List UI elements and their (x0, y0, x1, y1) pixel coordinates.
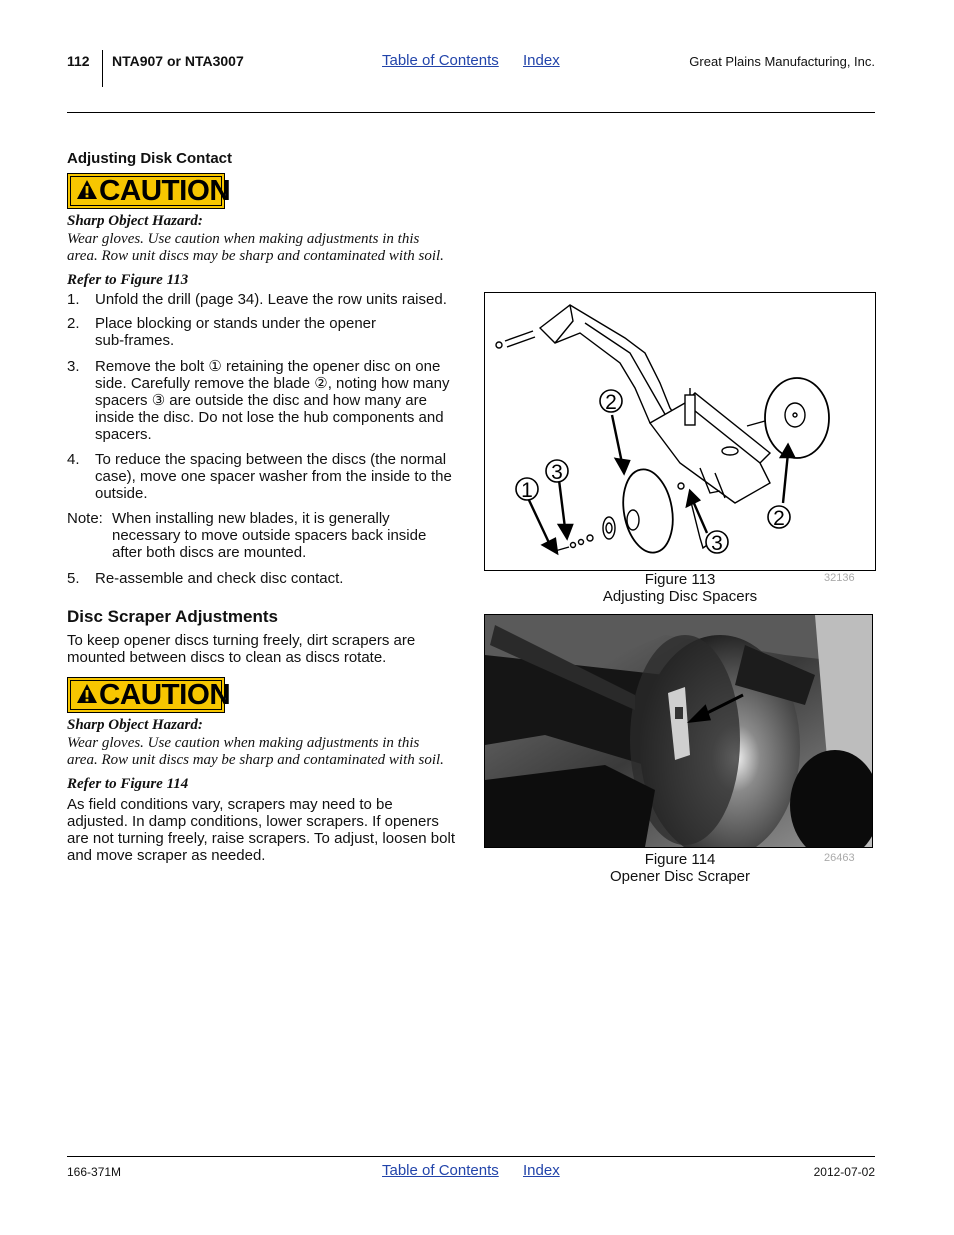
figure-113-part-number: 32136 (824, 572, 855, 584)
hazard-text-line1: Wear gloves. Use caution when making adjustments in this (67, 231, 420, 247)
caution-word: CAUTION (99, 679, 231, 711)
callout-label: 2 (773, 507, 785, 530)
page-number: 112 (67, 53, 90, 69)
hazard-title: Sharp Object Hazard: (67, 717, 203, 733)
step-number: 4. (67, 451, 80, 468)
caution-banner (67, 677, 231, 713)
section-heading-disc-scraper: Disc Scraper Adjustments (67, 607, 278, 626)
doc-number: 166-371M (67, 1165, 122, 1179)
callout-label: 3 (711, 532, 723, 555)
callout-label: 3 (551, 461, 563, 484)
note-text: When installing new blades, it is generally necessary to move outside spacers back inside after both discs are mounted. (112, 510, 427, 561)
step-text: To reduce the spacing between the discs (the normal case), move one spacer washer from the inside to the outside. (95, 451, 452, 502)
note-label: Note: (67, 510, 103, 527)
figure-113-label: Figure 113 (644, 571, 716, 588)
callout-label: 2 (605, 391, 617, 414)
opener-disc-photo (485, 615, 872, 847)
disc-spacer-diagram (485, 293, 875, 570)
figure-113-frame (484, 292, 876, 571)
step-number: 1. (67, 291, 80, 308)
step-number: 2. (67, 315, 80, 332)
warning-triangle-icon (76, 179, 98, 201)
company-name: Great Plains Manufacturing, Inc. (689, 54, 875, 69)
refer-figure-113: Refer to Figure 113 (67, 272, 189, 288)
caution-word: CAUTION (99, 175, 231, 207)
step-text: Re-assemble and check disc contact. (95, 570, 344, 587)
scraper-body: As field conditions vary, scrapers may need to be adjusted. In damp conditions, lower scrapers. If openers are not turning freely, raise scrapers. To adjust, loosen bolt and move scraper as needed. (67, 796, 455, 864)
index-link-top[interactable]: Index (523, 52, 560, 69)
step-text: Place blocking or stands under the opener sub-frames. (95, 315, 377, 349)
section-heading-disk-contact: Adjusting Disk Contact (67, 150, 233, 167)
warning-triangle-icon (76, 683, 98, 705)
figure-114-part-number: 26463 (824, 852, 855, 864)
step-number: 5. (67, 570, 80, 587)
toc-link-top[interactable]: Table of Contents (382, 52, 499, 69)
step-text: Remove the bolt ① retaining the opener disc on one side. Carefully remove the blade ②, noting how many spacers ③ are outside the disc and how many are inside the disc. Do not lose the hub components and spacers. (95, 358, 450, 443)
figure-113-title: Adjusting Disc Spacers (602, 588, 758, 605)
header-divider (102, 50, 103, 87)
hazard-text-line2: area. Row unit discs may be sharp and contaminated with soil. (67, 752, 444, 768)
step-number: 3. (67, 358, 80, 375)
scraper-intro: To keep opener discs turning freely, dirt scrapers are mounted between discs to clean as discs rotate. (67, 632, 416, 666)
index-link-bottom[interactable]: Index (523, 1162, 560, 1179)
hazard-text-line2: area. Row unit discs may be sharp and contaminated with soil. (67, 248, 444, 264)
callout-label: 1 (521, 479, 533, 502)
model-name: NTA907 or NTA3007 (112, 53, 244, 69)
caution-banner (67, 173, 231, 209)
figure-114-label: Figure 114 (644, 851, 716, 868)
figure-114-title: Opener Disc Scraper (609, 868, 751, 885)
header-rule (67, 112, 875, 113)
figure-114-photo (484, 614, 873, 848)
hazard-text-line1: Wear gloves. Use caution when making adjustments in this (67, 735, 420, 751)
refer-figure-114: Refer to Figure 114 (67, 776, 189, 792)
revision-date: 2012-07-02 (813, 1165, 875, 1179)
toc-link-bottom[interactable]: Table of Contents (382, 1162, 499, 1179)
footer-rule (67, 1156, 875, 1157)
step-text: Unfold the drill (page 34). Leave the row units raised. (95, 291, 447, 308)
hazard-title: Sharp Object Hazard: (67, 213, 203, 229)
